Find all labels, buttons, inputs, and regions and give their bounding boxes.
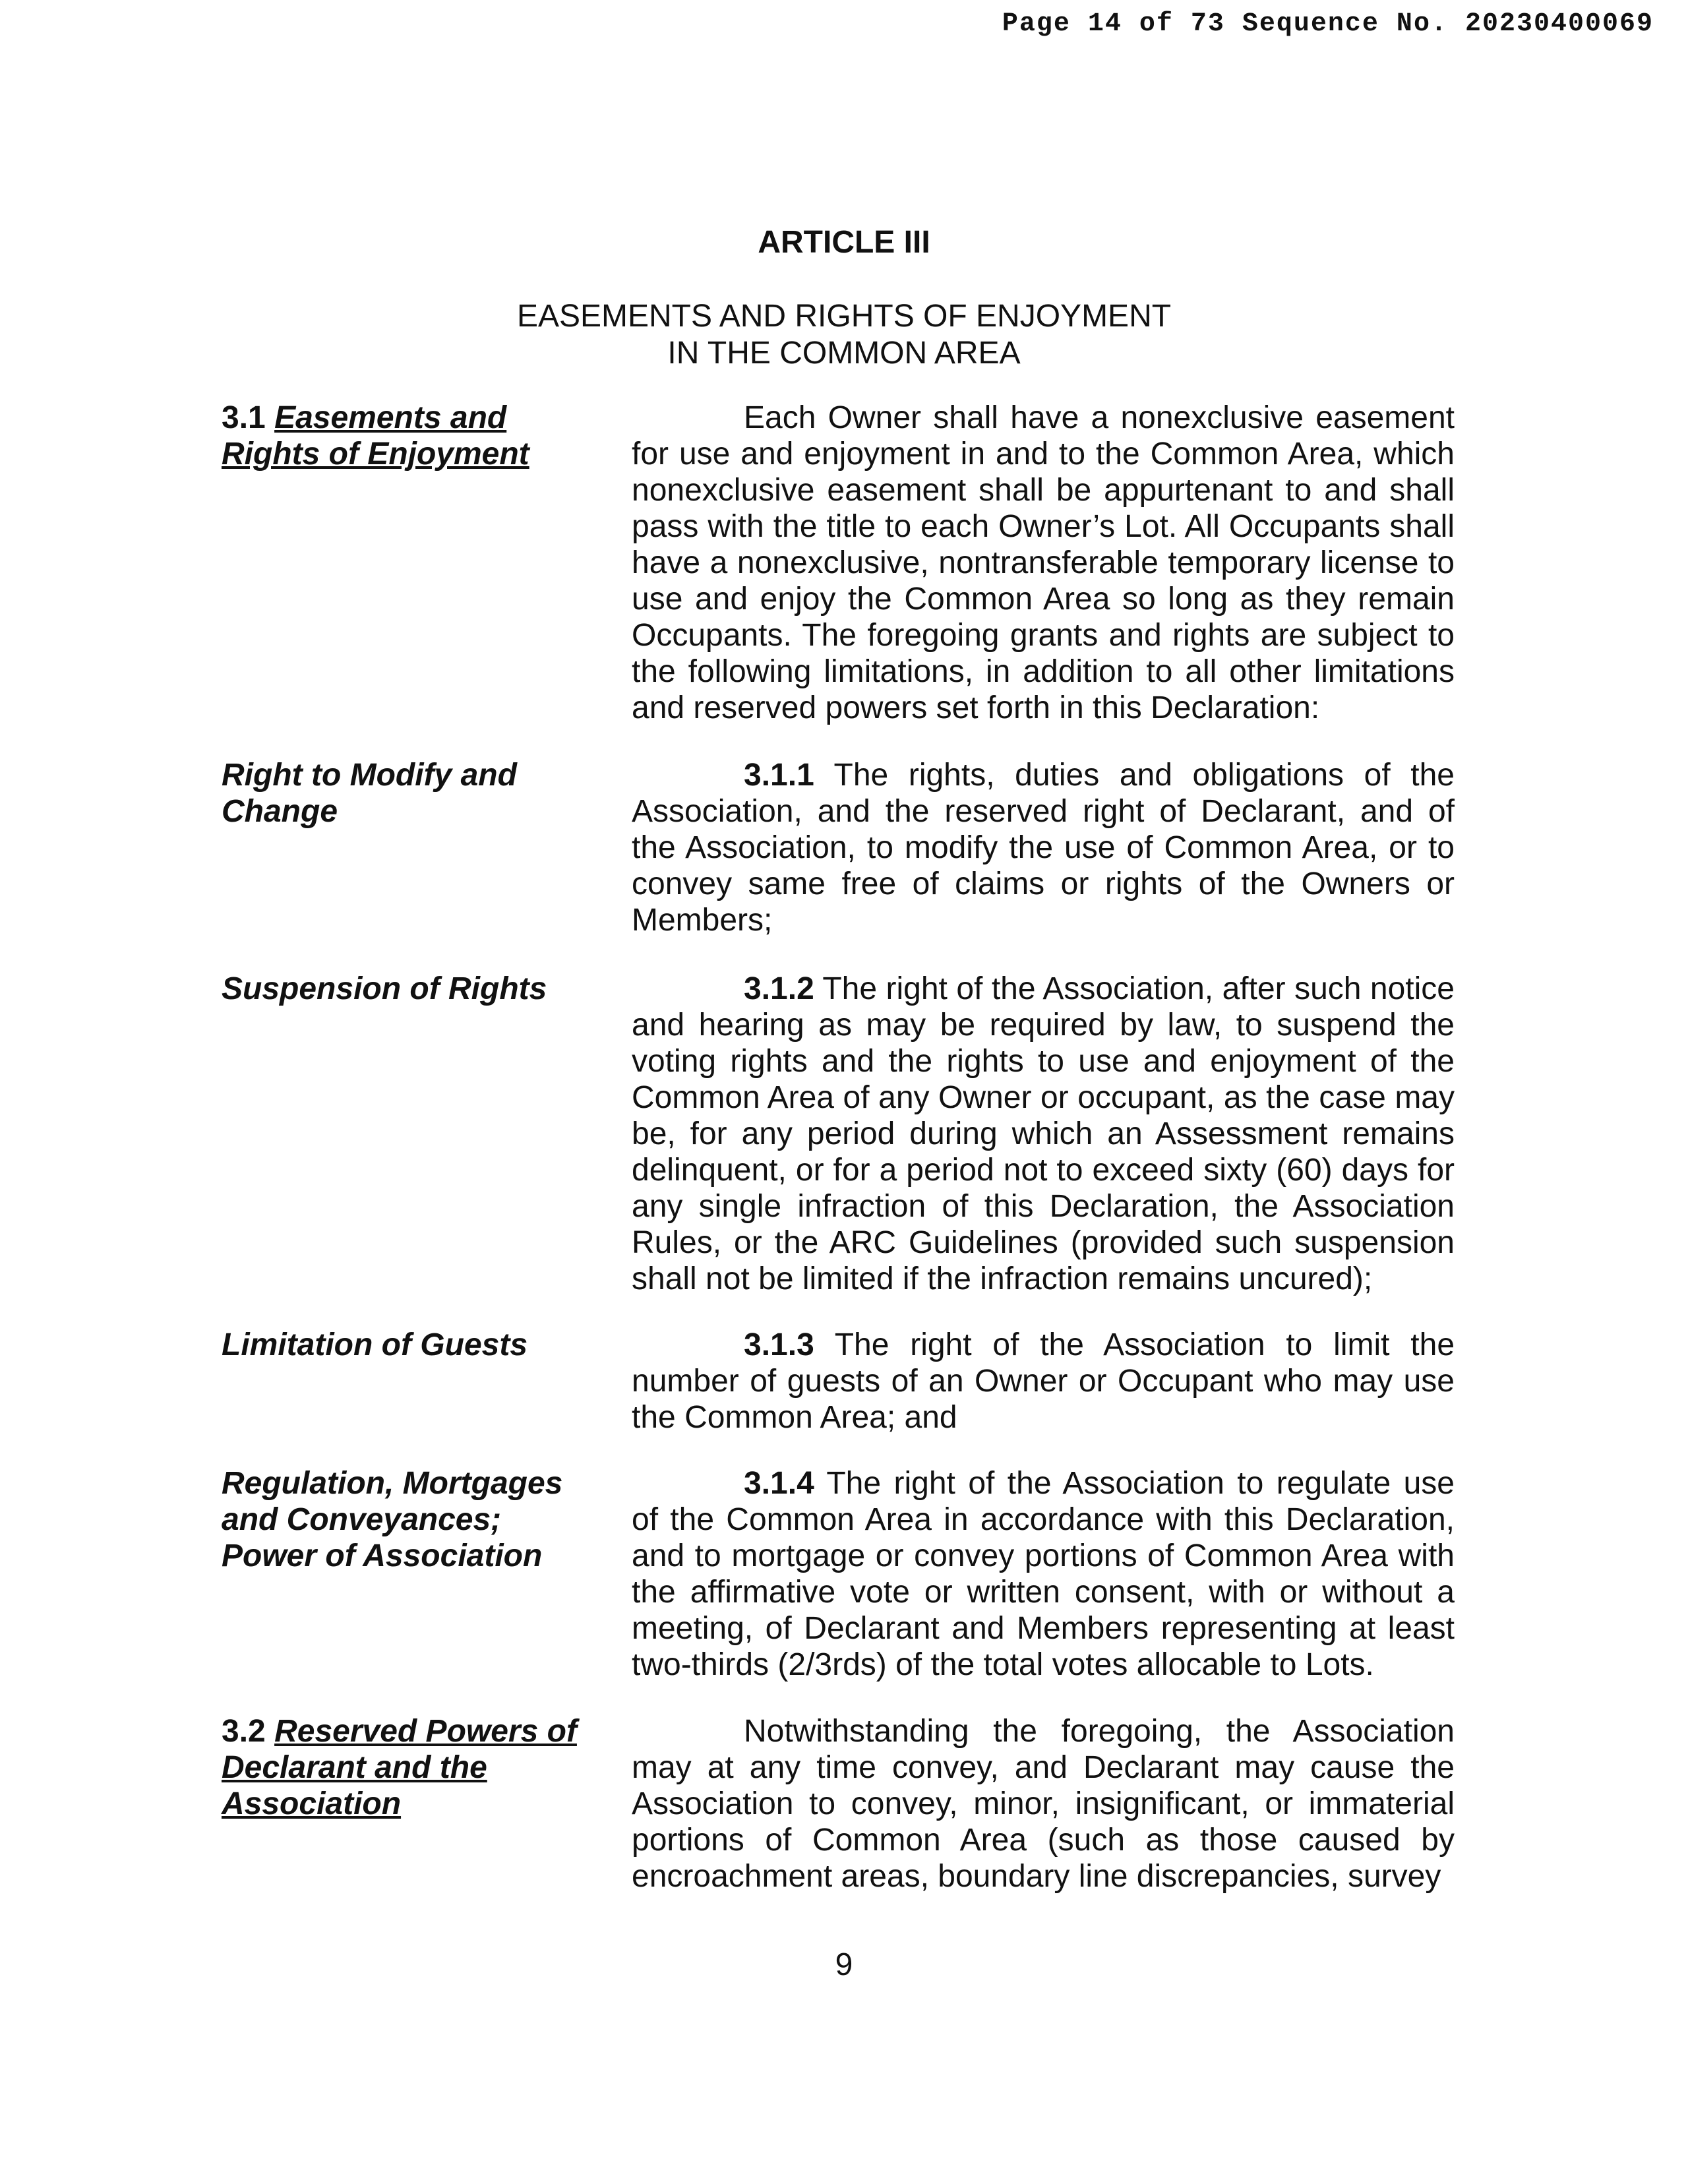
section-label bbox=[222, 1713, 591, 1822]
section-heading: Limitation of Guests bbox=[222, 1327, 528, 1362]
article-title-line-2: IN THE COMMON AREA bbox=[667, 336, 1021, 371]
section-heading: Reserved Powers of Declarant and the Association bbox=[222, 1714, 577, 1821]
section-body bbox=[632, 1465, 1455, 1683]
section-heading: Suspension of Rights bbox=[222, 971, 547, 1006]
section-heading: Right to Modify and Change bbox=[222, 758, 517, 829]
section-text: The right of the Association, after such notice and hearing as may be required by law, to suspend the voting rights and the rights to use and enjoyment of the Common Area of any Owner or occupant, as the case may be, for any period during which an Assessment remains delinquent, or for a period not to exceed sixty (60) days for any single infraction of this Declaration, the Association Rules, or the ARC Guidelines (provided such suspension shall not be limited if the infraction remains uncured); bbox=[632, 971, 1455, 1296]
section-text: The right of the Association to regulate use of the Common Area in accordance with this Declaration, and to mortgage or convey portions of Common Area with the affirmative vote or written consent, with or without a meeting, of Declarant and Members representing at least two-thirds (2/3rds) of the total votes allocable to Lots. bbox=[632, 1466, 1455, 1682]
subsection-number: 3.1.3 bbox=[744, 1327, 814, 1362]
subsection-number: 3.1.1 bbox=[744, 758, 814, 793]
section-heading: Regulation, Mortgages and Conveyances; Power of Association bbox=[222, 1466, 563, 1573]
section-heading: Easements and Rights of Enjoyment bbox=[222, 400, 529, 471]
section-text: Notwithstanding the foregoing, the Association may at any time convey, and Declarant may cause the Association to convey, minor, insignificant, or immaterial portions of Common Area (such as those caused by encroachment areas, boundary line discrepancies, survey bbox=[632, 1714, 1455, 1894]
section-body bbox=[632, 1327, 1455, 1436]
section-text: Each Owner shall have a nonexclusive easement for use and enjoyment in and to the Common Area, which nonexclusive easement shall be appurtenant to and shall pass with the title to each Owner’s Lot. All Occupants shall have a nonexclusive, nontransferable temporary license to use and enjoy the Common Area so long as they remain Occupants. The foregoing grants and rights are subject to the following limitations, in addition to all other limitations and reserved powers set forth in this Declaration: bbox=[632, 400, 1455, 725]
article-title-line-1: EASEMENTS AND RIGHTS OF ENJOYMENT bbox=[516, 299, 1172, 334]
section-body bbox=[632, 757, 1455, 938]
page-header: Page 14 of 73 Sequence No. 20230400069 bbox=[1002, 9, 1654, 39]
section-label bbox=[222, 400, 591, 472]
subsection-number: 3.1.2 bbox=[744, 971, 814, 1006]
page-number: 9 bbox=[835, 1947, 853, 1982]
article-number: ARTICLE III bbox=[758, 225, 930, 260]
section-number: 3.1 bbox=[222, 400, 266, 435]
section-text: The rights, duties and obligations of the Association, and the reserved right of Declarant, and of the Association, to modify the use of Common Area, or to convey same free of claims or rights of the Owners or Members; bbox=[632, 758, 1455, 938]
section-text: The right of the Association to limit the number of guests of an Owner or Occupant who may use the Common Area; and bbox=[632, 1327, 1455, 1435]
article-title bbox=[0, 298, 1688, 372]
section-body bbox=[632, 971, 1455, 1297]
section-number: 3.2 bbox=[222, 1714, 266, 1749]
subsection-number: 3.1.4 bbox=[744, 1466, 814, 1501]
